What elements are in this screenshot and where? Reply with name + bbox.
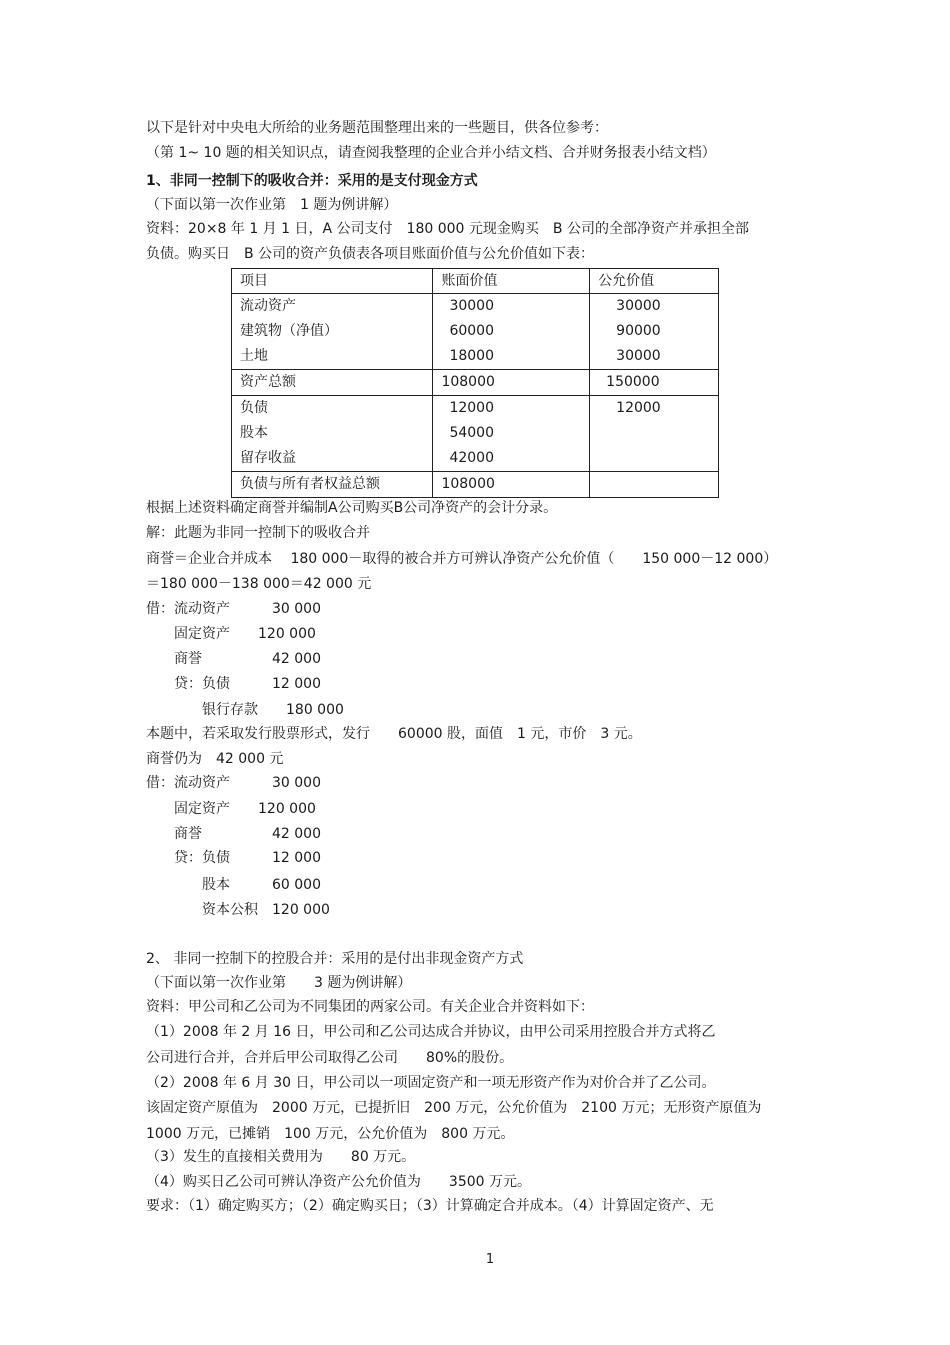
- liab-fair-cell: [590, 396, 719, 472]
- fair-value: 30000: [616, 348, 661, 364]
- total-assets-fair: 150000: [590, 370, 719, 396]
- item-current-assets: 流动资产: [240, 298, 296, 314]
- section-2-line: （3）发生的直接相关费用为 80 万元。: [146, 1149, 416, 1165]
- assets-fair-cell: [590, 294, 719, 370]
- section-2-heading: 2、 非同一控制下的控股合并：采用的是付出非现金资产方式: [146, 951, 524, 967]
- answer-line: 解：此题为非同一控制下的吸收合并: [146, 525, 370, 541]
- section-2-line: （4）购买日乙公司可辨认净资产公允价值为 3500 万元。: [146, 1174, 531, 1190]
- journal-entry-1-line: 商誉 42 000: [146, 651, 321, 667]
- journal-entry-2-line: 股本 60 000: [146, 877, 321, 893]
- total-assets-label: 资产总额: [232, 370, 433, 396]
- journal-entry-2-line: 商誉 42 000: [146, 826, 321, 842]
- section-2-line: 公司进行合并，合并后甲公司取得乙公司 80%的股份。: [146, 1050, 514, 1066]
- book-value: 54000: [449, 425, 494, 441]
- table-row: [232, 472, 719, 498]
- assets-items-cell: [232, 294, 433, 370]
- journal-entry-1-line: 借：流动资产 30 000: [146, 601, 321, 617]
- journal-entry-2-line: 资本公积 120 000: [146, 902, 330, 918]
- section-1-example: （下面以第一次作业第 1 题为例讲解）: [146, 197, 398, 213]
- page-number: 1: [485, 1252, 495, 1267]
- section-2-example: （下面以第一次作业第 3 题为例讲解）: [146, 975, 412, 991]
- section-2-line: 该固定资产原值为 2000 万元，已提折旧 200 万元，公允价值为 2100 万元；无形资产原值为: [146, 1100, 762, 1116]
- goodwill-line-3: 商誉仍为 42 000 元: [146, 751, 284, 767]
- book-value: 30000: [449, 298, 494, 314]
- section-1-heading: 1、非同一控制下的吸收合并：采用的是支付现金方式: [146, 173, 478, 189]
- book-value: 60000: [449, 323, 494, 339]
- table-row: [232, 294, 719, 370]
- total-assets-book: 108000: [433, 370, 590, 396]
- total-liab-label: 负债与所有者权益总额: [232, 472, 433, 498]
- header-book-value: 账面价值: [433, 269, 590, 294]
- section-2-line: （1）2008 年 2 月 16 日，甲公司和乙公司达成合并协议，由甲公司采用控股合并方式将乙: [146, 1024, 716, 1040]
- item-buildings: 建筑物（净值）: [240, 323, 338, 339]
- book-value: 12000: [449, 400, 494, 416]
- item-land: 土地: [240, 348, 268, 364]
- goodwill-line-2: ＝180 000－138 000＝42 000 元: [146, 576, 372, 592]
- note-line: （第 1~ 10 题的相关知识点，请查阅我整理的企业合并小结文档、合并财务报表小结文档）: [146, 145, 716, 161]
- intro-line: 以下是针对中央电大所给的业务题范围整理出来的一些题目，供各位参考：: [146, 120, 608, 136]
- journal-entry-2-line: 贷：负债 12 000: [146, 850, 321, 866]
- item-share-capital: 股本: [240, 425, 268, 441]
- section-2-line: 要求：（1）确定购买方；（2）确定购买日；（3）计算确定合并成本。（4）计算固定资产、无: [146, 1198, 714, 1214]
- section-2-line: 资料：甲公司和乙公司为不同集团的两家公司。有关企业合并资料如下：: [146, 999, 594, 1015]
- journal-entry-1-line: 贷：负债 12 000: [146, 676, 321, 692]
- journal-entry-1-line: 银行存款 180 000: [146, 702, 344, 718]
- item-retained-earnings: 留存收益: [240, 450, 296, 466]
- liab-book-cell: [433, 396, 590, 472]
- assets-book-cell: [433, 294, 590, 370]
- table-row: [232, 396, 719, 472]
- item-liabilities: 负债: [240, 400, 268, 416]
- fair-value: 90000: [616, 323, 661, 339]
- header-item: 项目: [232, 269, 433, 294]
- liab-items-cell: [232, 396, 433, 472]
- goodwill-line-1: 商誉＝企业合并成本 180 000－取得的被合并方可辨认净资产公允价值（ 150 000－12 000）: [146, 551, 778, 567]
- balance-sheet-table: [231, 268, 719, 498]
- section-1-data-line-1: 资料：20×8 年 1 月 1 日，A 公司支付 180 000 元现金购买 B 公司的全部净资产并承担全部: [146, 221, 749, 237]
- section-1-data-line-2: 负债。购买日 B 公司的资产负债表各项目账面价值与公允价值如下表：: [146, 246, 595, 262]
- book-value: 42000: [449, 450, 494, 466]
- section-2-line: （2）2008 年 6 月 30 日，甲公司以一项固定资产和一项无形资产作为对价合并了乙公司。: [146, 1075, 716, 1091]
- table-row: [232, 370, 719, 396]
- question-line: 根据上述资料确定商誉并编制A公司购买B公司净资产的会计分录。: [146, 500, 558, 516]
- fair-value: 30000: [616, 298, 661, 314]
- alternative-line: 本题中，若采取发行股票形式，发行 60000 股，面值 1 元，市价 3 元。: [146, 726, 642, 742]
- fair-value: 12000: [616, 400, 661, 416]
- journal-entry-2-line: 固定资产 120 000: [146, 801, 316, 817]
- total-liab-fair: [590, 472, 719, 498]
- table-header-row: [232, 269, 719, 294]
- total-liab-book: 108000: [433, 472, 590, 498]
- book-value: 18000: [449, 348, 494, 364]
- journal-entry-1-line: 固定资产 120 000: [146, 626, 316, 642]
- journal-entry-2-line: 借：流动资产 30 000: [146, 775, 321, 791]
- section-2-line: 1000 万元，已摊销 100 万元，公允价值为 800 万元。: [146, 1126, 515, 1142]
- header-fair-value: 公允价值: [590, 269, 719, 294]
